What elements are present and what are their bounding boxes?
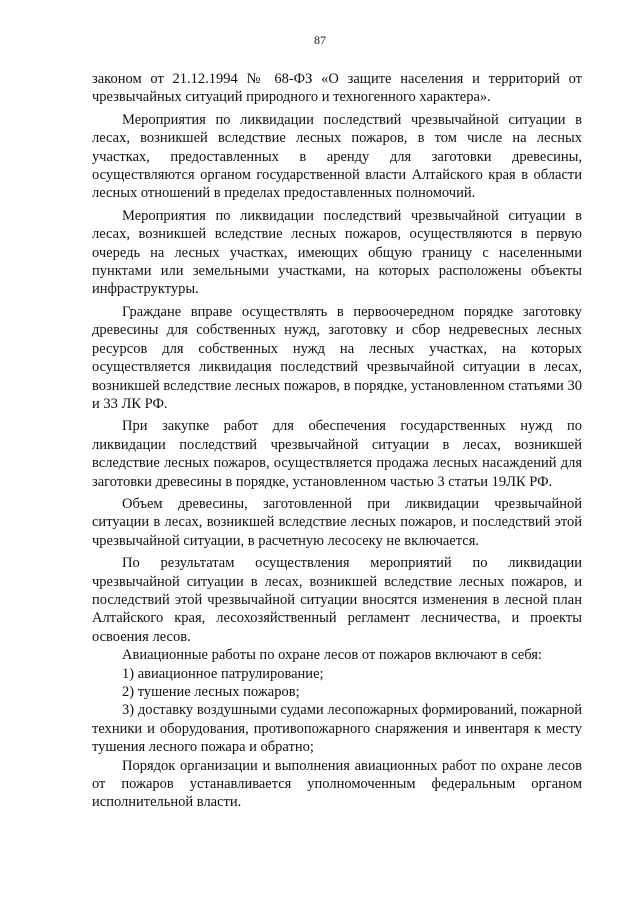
paragraph-liquidation-authority: Мероприятия по ликвидации последствий чрезвычайной ситуации в лесах, возникшей вследствие лесных пожаров, в том числе на лесных участках, предоставленных в аренду для заготовки древесины, осуществляются органом государственной власти Алтайского края в области лесных отношений в пределах предоставленных полномочий. [92, 111, 582, 202]
paragraph-citizens-rights: Граждане вправе осуществлять в первоочередном порядке заготовку древесины для собственных нужд, заготовку и сбор недревесных лесных ресурсов для собственных нужд на лесных участках, на которых осуществляется ликвидация последствий чрезвычайной ситуации в лесах, возникшей вследствие лесных пожаров, в порядке, установленном статьями 30 и 33 ЛК РФ. [92, 303, 582, 412]
list-item-delivery: 3) доставку воздушными судами лесопожарных формирований, пожарной техники и оборудования, противопожарного снаряжения и инвентаря к месту тушения лесного пожара и обратно; [92, 702, 582, 756]
paragraph-timber-volume: Объем древесины, заготовленной при ликвидации чрезвычайной ситуации в лесах, возникшей вследствие лесных пожаров, и последствий этой чрезвычайной ситуации, в расчетную лесосеку не включается. [92, 495, 582, 549]
paragraph-plan-changes: По результатам осуществления мероприятий по ликвидации чрезвычайной ситуации в лесах, возникшей вследствие лесных пожаров, и последствий этой чрезвычайной ситуации вносятся изменения в лесной план Алтайского края, лесохозяйственный регламент лесничества, и проекты освоения лесов. [92, 555, 582, 645]
document-body [92, 70, 582, 812]
paragraph-aviation-intro: Авиационные работы по охране лесов от пожаров включают в себя: [122, 647, 542, 664]
paragraph-liquidation-priority: Мероприятия по ликвидации последствий чрезвычайной ситуации в лесах, возникшей вследствие лесных пожаров, осуществляются в первую очередь на лесных участках, имеющих общую границу с населенными пунктами или земельными участками, на которых расположены объекты инфраструктуры. [92, 207, 582, 298]
paragraph-procurement: При закупке работ для обеспечения государственных нужд по ликвидации последствий чрезвычайной ситуации в лесах, возникшей вследствие лесных пожаров, осуществляется продажа лесных насаждений для заготовки древесины в порядке, установленном частью 3 статьи 19ЛК РФ. [92, 418, 582, 490]
page-number: 87 [314, 33, 326, 47]
paragraph-aviation-procedure: Порядок организации и выполнения авиационных работ по охране лесов от пожаров устанавливается уполномоченным федеральным органом исполнительной власти. [92, 757, 582, 811]
list-item-patrol: 1) авиационное патрулирование; [122, 665, 324, 682]
paragraph-law-reference: законом от 21.12.1994 № 68-ФЗ «О защите населения и территорий от чрезвычайных ситуаций природного и техногенного характера». [92, 71, 582, 106]
list-item-extinguishing: 2) тушение лесных пожаров; [122, 684, 300, 700]
